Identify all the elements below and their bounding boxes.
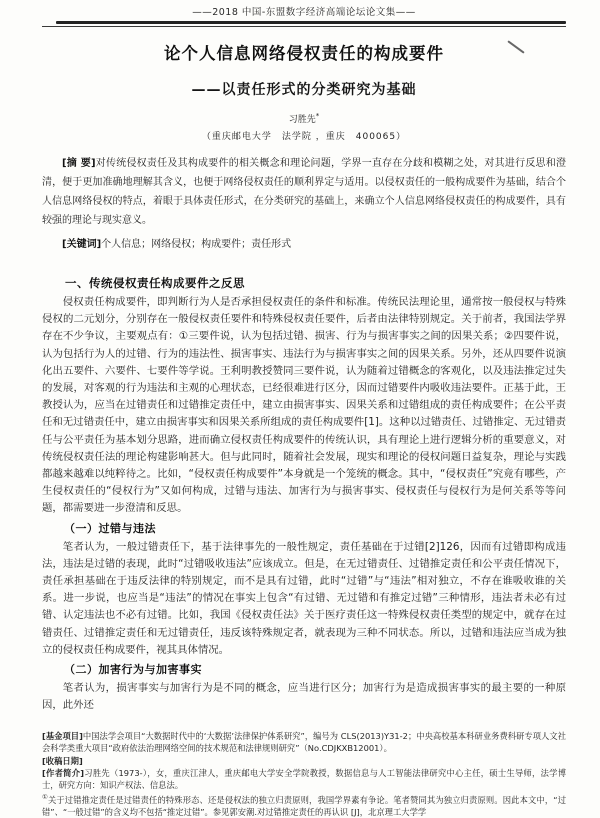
header-rule-thin xyxy=(42,26,566,27)
footnote-note-1 xyxy=(42,792,566,818)
keywords-label: [关键词] xyxy=(62,239,102,250)
abstract-text: 对传统侵权责任及其构成要件的相关概念和理论问题，学界一直存在分歧和模糊之处，对其进行反思和澄清，便于更加准确地理解其含义，也便于网络侵权责任的顺利界定与适用。以侵权责任的一般构成要件为基础，结合个人信息网络侵权的特点，着眼于具体责任形式，在分类研究的基础上，来确立个人信息网络侵权责任的构成要件，具有较强的理论与现实意义。 xyxy=(42,158,567,226)
running-header: ——2018 中国-东盟数字经济高端论坛论文集—— xyxy=(192,7,416,18)
paper-subtitle: ——以责任形式的分类研究为基础 xyxy=(191,82,417,98)
header-rule-thick xyxy=(56,21,566,24)
footnote-note-marker: ① xyxy=(42,793,48,802)
author-name: 习胜先 xyxy=(288,115,316,125)
footnote-bio-text: 习胜先（1973-），女，重庆江津人，重庆邮电大学安全学院教授，数据信息与人工智能法律研究中心主任，硕士生导师，法学博士，研究方向：知识产权法、信息法。 xyxy=(42,768,566,790)
abstract-paragraph xyxy=(42,154,566,230)
section-1-paragraph: 侵权责任构成要件，即判断行为人是否承担侵权责任的条件和标准。传统民法理论里，通常按一般侵权与特殊侵权的二元划分，分别存在一般侵权责任要件和特殊侵权责任要件，后者由法律特别规定。关于前者，我国法学界存在不少争议，主要观点有：①三要件说，认为包括过错、损害、行为与损害事实之间的因果关系；②四要件说，认为包括行为人的过错、行为的违法性、损害事实、违法行为与损害事实之间的因果关系。另外，还从四要件说演化出五要件、六要件、七要件等学说。王利明教授赞同三要件说，认为随着过错概念的客观化，以及违法推定过失的发展，对客观的行为违法和主观的心理状态，已经很难进行区分，因而过错要件内吸收违法要件。正基于此，王教授认为，应当在过错责任和过错推定责任中，建立由损害事实、因果关系和过错组成的责任构成要件；在公平责任和无过错责任中，建立由损害事实和因果关系所组成的责任构成要件[1]。这种以过错责任、过错推定、无过错责任与公平责任为基本划分思路，进而确立侵权责任构成要件的传统认识，具有理论上进行逻辑分析的重要意义，对传统侵权责任法的理论构建影响甚大。但与此同时，随着社会发展，现实和理论的侵权问题日益复杂，理论与实践都越来越难以纯粹待之。比如，“侵权责任构成要件”本身就是一个笼统的概念。其中，“侵权责任”究竟有哪些，产生侵权责任的“侵权行为”又如何构成，过错与违法、加害行为与损害事实、侵权责任与侵权行为是何关系等等问题，都需要进一步澄清和反思。 xyxy=(42,296,566,515)
keywords-line xyxy=(42,236,566,254)
subsection-1-2-paragraph: 笔者认为，损害事实与加害行为是不同的概念，应当进行区分；加害行为是造成损害事实的最主要的一种原因，此外还 xyxy=(42,682,566,712)
author-affiliation: （重庆邮电大学 法学院 ，重庆 400065） xyxy=(201,132,407,142)
footnote-received-label: [收稿日期] xyxy=(42,755,83,766)
footnote-fund-text: 中国法学会项目“大数据时代中的‘大数据’法律保护体系研究”，编号为 CLS(2013)Y31-2；中央高校基本科研业务费科研专项人文社会科学类重大项目“政府依法治理网络空间的技术规范和法律规则研究”（No.CDJKXB12001）。 xyxy=(42,731,566,754)
keywords-text: 个人信息；网络侵权；构成要件；责任形式 xyxy=(101,239,292,250)
footnotes-block xyxy=(42,731,566,818)
subsection-heading-1-1: （一）过错与违法 xyxy=(64,521,156,535)
footnote-note-text: 关于过错推定责任是过错责任的特殊形态、还是侵权法的独立归责原则，我国学界素有争论。笔者赞同其为独立归责原则。因此本文中，“过错”、“一般过错”的含义均不包括“推定过错”。参见郭安潮.对过错推定责任的再认识 [J]，北京理工大学学 xyxy=(42,795,566,817)
footnote-bio-label: [作者简介] xyxy=(42,768,85,779)
subsection-heading-1-2: （二）加害行为与加害事实 xyxy=(64,663,202,677)
footnote-fund-project xyxy=(42,731,566,754)
author-footnote-mark: * xyxy=(315,112,320,120)
author-byline xyxy=(42,112,566,125)
footnote-fund-label: [基金项目] xyxy=(42,731,83,742)
section-heading-1: 一、传统侵权责任构成要件之反思 xyxy=(65,276,245,290)
abstract-label: [摘 要] xyxy=(62,158,96,169)
subsection-1-1-paragraph: 笔者认为，一般过错责任下，基于法律事先的一般性规定，责任基础在于过错[2]126，因而有过错即构成违法，违法是过错的表现，此时“过错吸收违法”应该成立。但是，在无过错责任、过错推定责任和公平责任情况下，责任承担基础在于违反法律的特别规定，而不是具有过错，此时“过错”与“违法”相对独立，不存在谁吸收谁的关系。进一步说，也应当是“违法”的情况在事实上包含“有过错、无过错和有推定过错”三种情形，违法者未必有过错、认定违法也不必有过错。比如，我国《侵权责任法》关于医疗责任这一特殊侵权责任类型的规定中，就存在过错责任、过错推定责任和无过错责任，违反该特殊规定者，就表现为三种不同状态。所以，过错和违法应当成为独立的侵权责任构成要件，视其具体情况。 xyxy=(42,540,566,656)
footnote-received-date xyxy=(42,756,566,768)
paper-title: 论个人信息网络侵权责任的构成要件 xyxy=(164,44,444,63)
footnote-author-bio xyxy=(42,768,566,791)
